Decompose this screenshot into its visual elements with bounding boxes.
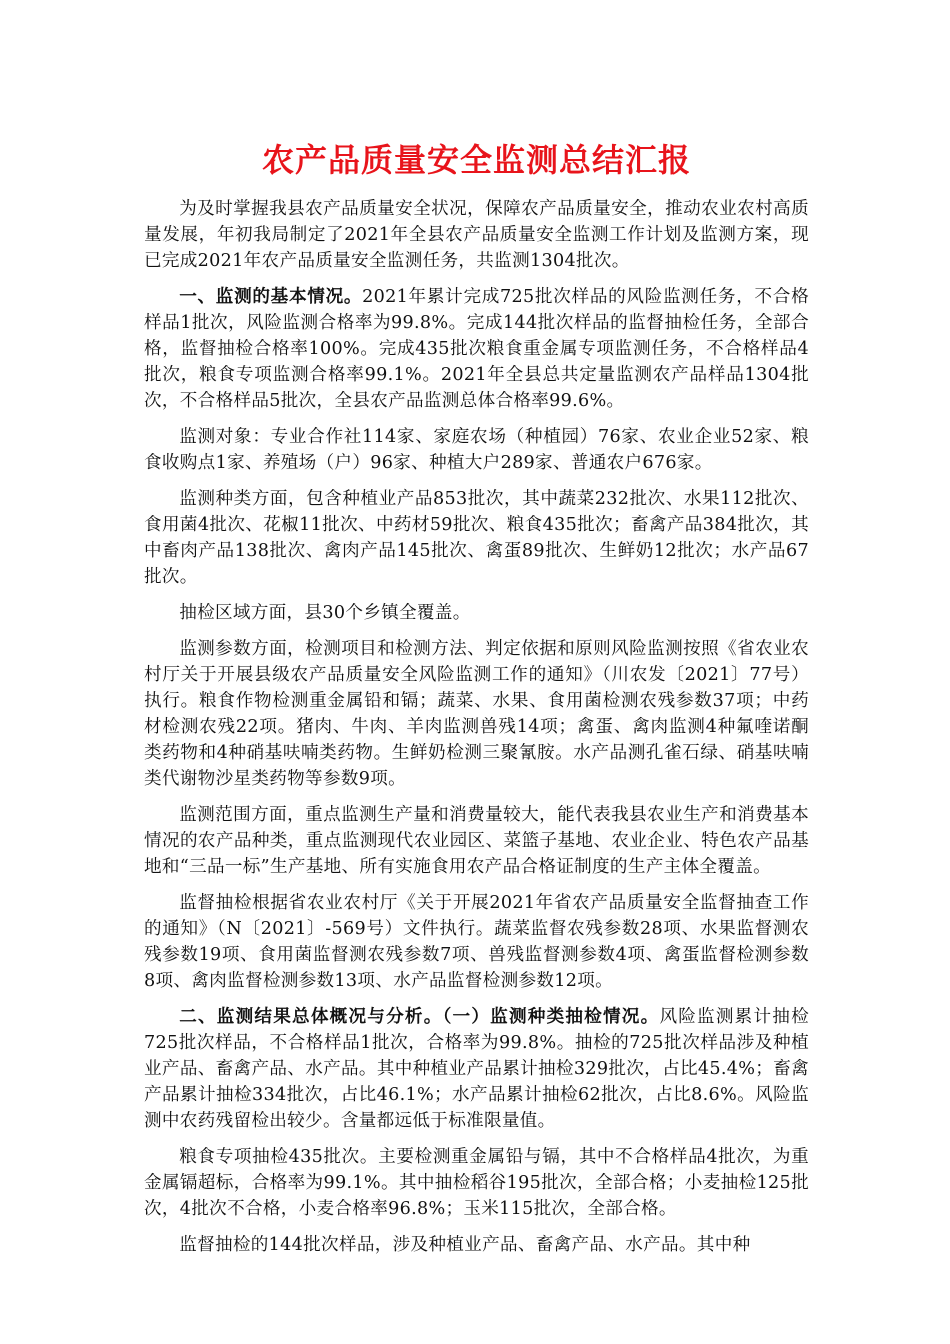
paragraph-text: 监测范围方面，重点监测生产量和消费量较大，能代表我县农业生产和消费基本情况的农产品种类，重点监测现代农业园区、菜篮子基地、农业企业、特色农产品基地和“三品一标”生产基地、所有实施食用农产品合格证制度的生产主体全覆盖。 [144,805,809,877]
paragraph-monitoring-parameters [144,636,809,792]
document-page [144,138,809,1268]
paragraph-text: 监督抽检根据省农业农村厅《关于开展2021年省农产品质量安全监督抽查工作的通知》（N〔2021〕-569号）文件执行。蔬菜监督农残参数28项、水果监督测农残参数19项、食用菌监督测农残参数7项、兽残监督测参数4项、禽蛋监督检测参数8项、禽肉监督检测参数13项、水产品监督检测参数12项。 [144,893,809,991]
paragraph-text: 抽检区域方面，县30个乡镇全覆盖。 [179,603,471,623]
paragraph-monitoring-objects [144,424,809,476]
paragraph-text: 监测参数方面，检测项目和检测方法、判定依据和原则风险监测按照《省农业农村厅关于开展县级农产品质量安全风险监测工作的通知》（川农发〔2021〕77号）执行。粮食作物检测重金属铅和镉；蔬菜、水果、食用菌检测农残参数37项；中药材检测农残22项。猪肉、牛肉、羊肉监测兽残14项；禽蛋、禽肉监测4种氟喹诺酮类药物和4种硝基呋喃类药物。生鲜奶检测三聚氰胺。水产品测孔雀石绿、硝基呋喃类代谢物沙星类药物等参数9项。 [144,639,809,789]
paragraph-text: 粮食专项抽检435批次。主要检测重金属铅与镉，其中不合格样品4批次，为重金属镉超标，合格率为99.1%。其中抽检稻谷195批次，全部合格；小麦抽检125批次，4批次不合格，小麦合格率96.8%；玉米115批次，全部合格。 [144,1147,809,1219]
paragraph-supervision-results [144,1232,809,1258]
paragraph-grain-sampling [144,1144,809,1222]
paragraph-monitoring-types [144,486,809,590]
paragraph-monitoring-scope [144,802,809,880]
paragraph-text: 监督抽检的144批次样品，涉及种植业产品、畜禽产品、水产品。其中种 [179,1235,751,1255]
paragraph-text: 为及时掌握我县农产品质量安全状况，保障农产品质量安全，推动农业农村高质量发展，年初我局制定了2021年全县农产品质量安全监测工作计划及监测方案，现已完成2021年农产品质量安全监测任务，共监测1304批次。 [144,199,809,271]
paragraph-text: 风险监测累计抽检725批次样品，不合格样品1批次，合格率为99.8%。抽检的725批次样品涉及种植业产品、畜禽产品、水产品。其中种植业产品累计抽检329批次，占比45.4%；畜禽产品累计抽检334批次，占比46.1%；水产品累计抽检62批次，占比8.6%。风险监测中农药残留检出较少。含量都远低于标准限量值。 [144,1007,809,1131]
paragraph-text: 监测种类方面，包含种植业产品853批次，其中蔬菜232批次、水果112批次、食用菌4批次、花椒11批次、中药材59批次、粮食435批次；畜禽产品384批次，其中畜肉产品138批次、禽肉产品145批次、禽蛋89批次、生鲜奶12批次；水产品67批次。 [144,489,809,587]
paragraph-text: 监测对象：专业合作社114家、家庭农场（种植园）76家、农业企业52家、粮食收购点1家、养殖场（户）96家、种植大户289家、普通农户676家。 [144,427,809,473]
section-heading-1: 一、监测的基本情况。 [179,286,363,307]
document-title: 农产品质量安全监测总结汇报 [261,141,691,179]
section-heading-2: 二、监测结果总体概况与分析。（一）监测种类抽检情况。 [179,1006,660,1027]
paragraph-basic-situation [144,284,809,414]
paragraph-supervision-sampling [144,890,809,994]
paragraph-results-overview [144,1004,809,1134]
paragraph-text: 2021年累计完成725批次样品的风险监测任务，不合格样品1批次，风险监测合格率为99.8%。完成144批次样品的监督抽检任务，全部合格，监督抽检合格率100%。完成435批次粮食重金属专项监测任务，不合格样品4批次，粮食专项监测合格率99.1%。2021年全县总共定量监测农产品样品1304批次，不合格样品5批次，全县农产品监测总体合格率99.6%。 [144,287,809,411]
paragraph-sampling-area [144,600,809,626]
paragraph-intro [144,196,809,274]
